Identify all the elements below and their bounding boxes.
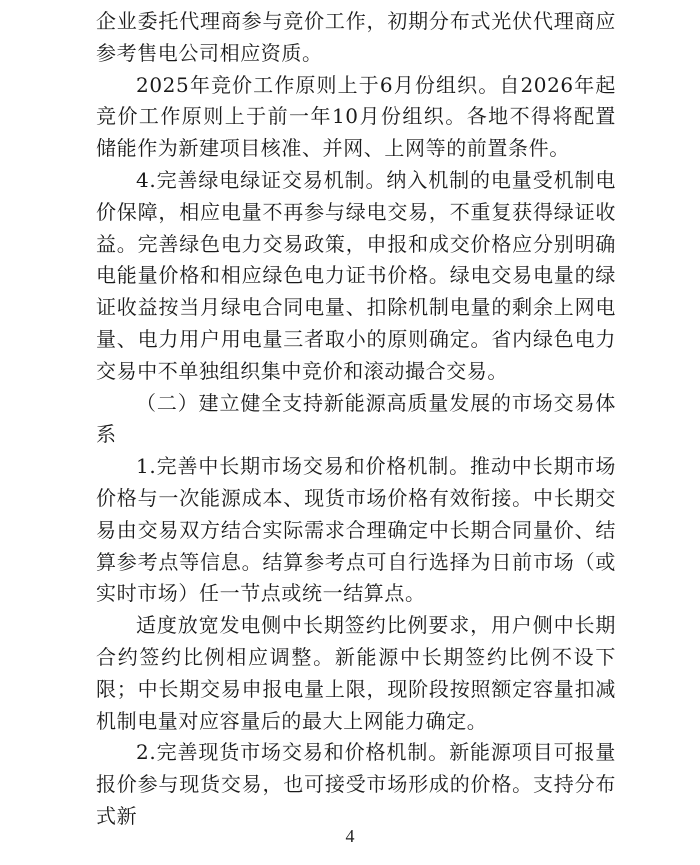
- paragraph-2025-bidding: 2025年竞价工作原则上于6月份组织。自2026年起竞价工作原则上于前一年10月份组织。各地不得将配置储能作为新建项目核准、并网、上网等的前置条件。: [96, 72, 616, 161]
- section-heading-market-system: （二）建立健全支持新能源高质量发展的市场交易体系: [96, 390, 616, 447]
- paragraph-green-certificate: 4.完善绿电绿证交易机制。纳入机制的电量受机制电价保障，相应电量不再参与绿电交易，不重复获得绿证收益。完善绿色电力交易政策，申报和成交价格应分别明确电能量价格和相应绿色电力证书价格。绿电交易电量的绿证收益按当月绿电合同电量、扣除机制电量的剩余上网电量、电力用户用电量三者取小的原则确定。省内绿色电力交易中不单独组织集中竞价和滚动撮合交易。: [96, 167, 616, 383]
- page-number: 4: [345, 826, 355, 846]
- paragraph-spot-market: 2.完善现货市场交易和价格机制。新能源项目可报量报价参与现货交易，也可接受市场形成的价格。支持分布式新: [96, 740, 616, 828]
- paragraph-contract-ratio: 适度放宽发电侧中长期签约比例要求，用户侧中长期合约签约比例相应调整。新能源中长期签约比例不设下限；中长期交易申报电量上限，现阶段按照额定容量扣减机制电量对应容量后的最大上网能力确定。: [96, 613, 616, 733]
- paragraph-agent-qualification: 企业委托代理商参与竞价工作，初期分布式光伏代理商应参考售电公司相应资质。: [96, 9, 616, 65]
- document-body: [96, 6, 616, 833]
- paragraph-medium-long-term: 1.完善中长期市场交易和价格机制。推动中长期市场价格与一次能源成本、现货市场价格有效衔接。中长期交易由交易双方结合实际需求合理确定中长期合同量价、结算参考点等信息。结算参考点可自行选择为日前市场（或实时市场）任一节点或统一结算点。: [96, 454, 616, 606]
